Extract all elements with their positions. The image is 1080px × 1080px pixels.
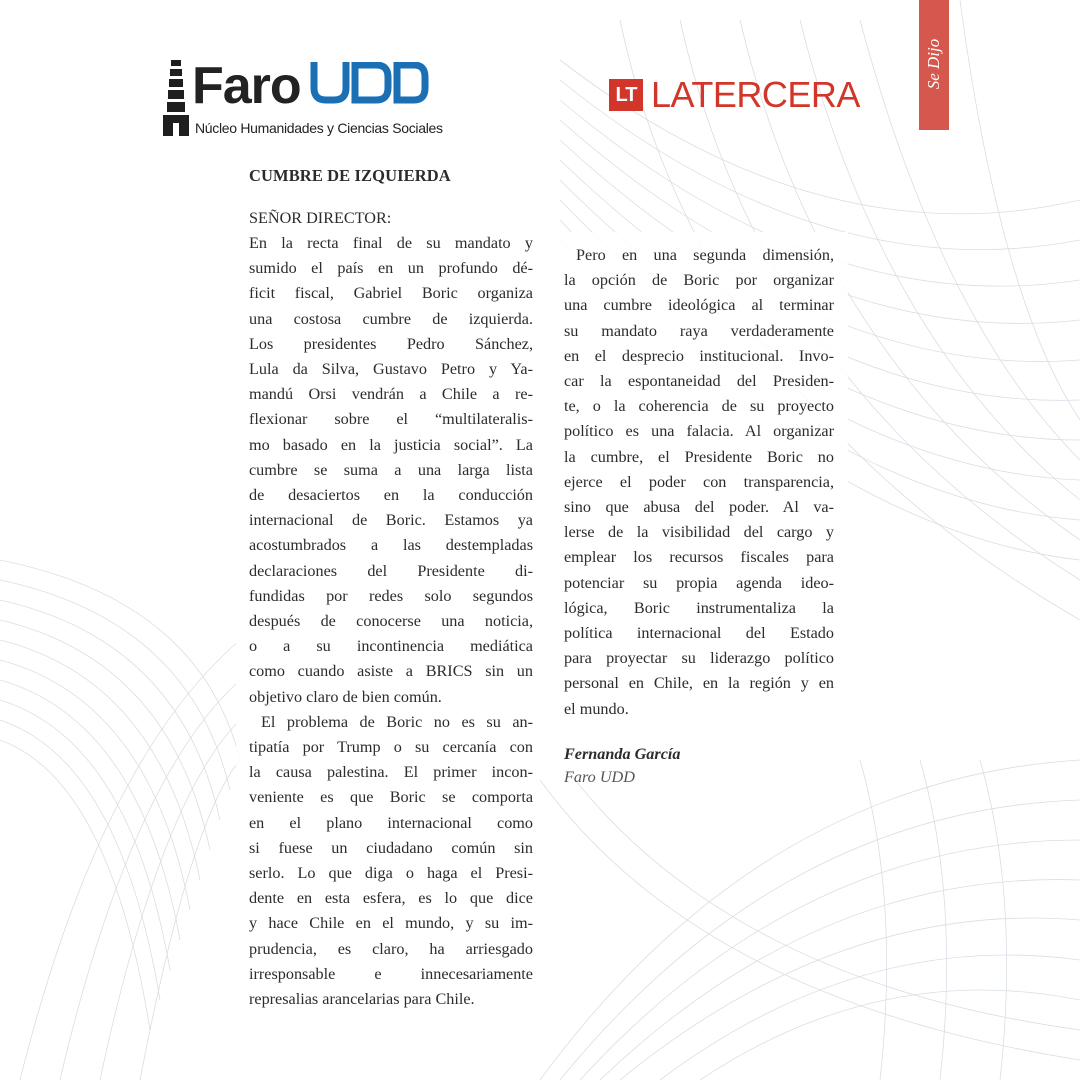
text-line: te, o la coherencia de su proyecto xyxy=(564,397,834,416)
text-line: en el plano internacional como xyxy=(249,813,533,832)
text-line: prudencia, es claro, ha arriesgado xyxy=(249,939,533,958)
text-line: objetivo claro de bien común. xyxy=(249,687,442,706)
text-line: o a su incontinencia mediática xyxy=(249,637,533,656)
text-line: declaraciones del Presidente di- xyxy=(249,561,533,580)
text-line: lógica, Boric instrumentaliza la xyxy=(564,598,834,617)
text-line: en el desprecio institucional. Invo- xyxy=(564,346,834,365)
faro-subtitle: Núcleo Humanidades y Ciencias Sociales xyxy=(195,120,443,136)
lighthouse-icon xyxy=(162,60,190,136)
text-line: política internacional del Estado xyxy=(564,624,834,643)
text-line: dente en esta esfera, es lo que dice xyxy=(249,889,533,908)
text-line: de desaciertos en la conducción xyxy=(249,486,533,505)
text-line: Pero en una segunda dimensión, xyxy=(576,246,834,264)
text-line: ejerce el poder con transparencia, xyxy=(564,472,834,491)
faro-wordmark: Faro xyxy=(192,57,301,115)
text-line: personal en Chile, en la región y en xyxy=(564,674,834,693)
text-line: una costosa cumbre de izquierda. xyxy=(249,309,533,328)
text-line: mandú Orsi vendrán a Chile a re- xyxy=(249,385,533,404)
text-line: tipatía por Trump o su cercanía con xyxy=(249,738,533,757)
text-line: serlo. Lo que diga o haga el Presi- xyxy=(249,864,533,883)
text-line: la cumbre, el Presidente Boric no xyxy=(564,447,834,466)
udd-wordmark xyxy=(308,62,430,106)
text-line: la opción de Boric por organizar xyxy=(564,271,834,290)
section-tab-label: Se Dijo xyxy=(924,38,943,90)
text-line: Lula da Silva, Gustavo Petro y Ya- xyxy=(249,360,533,379)
letter-paragraph-1 xyxy=(249,231,533,710)
letter-paragraph-3 xyxy=(564,243,834,722)
text-line: sino que abusa del poder. Al va- xyxy=(564,498,834,517)
letter-salutation: SEÑOR DIRECTOR: xyxy=(249,209,392,227)
text-line: irresponsable e innecesariamente xyxy=(249,964,533,983)
text-line: emplear los recursos fiscales para xyxy=(564,548,834,567)
letter-paragraph-2 xyxy=(249,710,533,1012)
la-tercera-logo xyxy=(609,74,860,115)
signature-organization: Faro UDD xyxy=(564,768,635,787)
text-line: el mundo. xyxy=(564,699,629,718)
text-line: lerse de la visibilidad del cargo y xyxy=(564,523,834,542)
text-line: veniente es que Boric se comporta xyxy=(249,788,533,807)
text-line: ficit fiscal, Gabriel Boric organiza xyxy=(249,284,533,303)
text-line: la causa palestina. El primer incon- xyxy=(249,763,533,782)
text-line: represalias arancelarias para Chile. xyxy=(249,990,475,1009)
text-line: fundidas por redes solo segundos xyxy=(249,586,533,605)
la-tercera-mark: LT xyxy=(609,79,643,111)
section-tab xyxy=(919,0,949,130)
text-line: si fuese un ciudadano común sin xyxy=(249,838,533,857)
text-line: una cumbre ideológica al terminar xyxy=(564,296,834,315)
text-line: para proyectar su liderazgo político xyxy=(564,649,834,668)
text-line: político es una falacia. Al organizar xyxy=(564,422,834,441)
text-line: flexionar sobre el “multilateralis- xyxy=(249,410,533,429)
text-line: car la espontaneidad del Presiden- xyxy=(564,372,834,391)
letter-right-column xyxy=(564,243,834,788)
text-line: mo basado en la justicia social”. La xyxy=(249,435,533,454)
text-line: El problema de Boric no es su an- xyxy=(261,712,533,731)
text-line: su mandato raya verdaderamente xyxy=(564,321,834,340)
faro-udd-logo xyxy=(162,58,442,138)
text-line: cumbre se suma a una larga lista xyxy=(249,460,533,479)
text-line: En la recta final de su mandato y xyxy=(249,234,533,252)
letter-left-column xyxy=(249,163,533,1012)
text-line: acostumbrados a las destempladas xyxy=(249,536,533,555)
text-line: como cuando asiste a BRICS sin un xyxy=(249,662,533,681)
text-line: potenciar su propia agenda ideo- xyxy=(564,573,834,592)
letter-headline: CUMBRE DE IZQUIERDA xyxy=(249,166,451,185)
la-tercera-wordmark: LATERCERA xyxy=(651,74,860,115)
text-line: sumido el país en un profundo dé- xyxy=(249,259,533,278)
text-line: internacional de Boric. Estamos ya xyxy=(249,511,533,530)
signature-name: Fernanda García xyxy=(564,744,681,763)
text-line: después de conocerse una noticia, xyxy=(249,612,533,631)
text-line: Los presidentes Pedro Sánchez, xyxy=(249,334,533,353)
text-line: y hace Chile en el mundo, y su im- xyxy=(249,914,533,933)
